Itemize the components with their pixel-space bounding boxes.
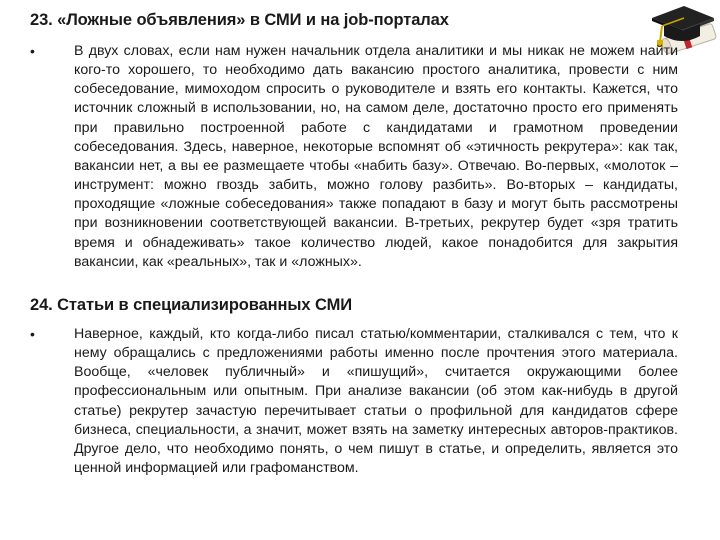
section-24-title: 24. Статьи в специализированных СМИ	[30, 296, 352, 314]
section-24-paragraph: Наверное, каждый, кто когда-либо писал статью/комментарии, сталкивался с тем, что к нему обращались с предложениями работы именно после прочтения этого материала. Вообще, «человек публичный» и «пишущий», считается окружающими более профессиональным или опытным. При анализе вакансии (об этом как-нибудь в другой статье) рекрутер зачастую перечитывает статьи о профильной для кандидатов сфере бизнеса, специальности, а значит, может взять на заметку интересных авторов-практиков. Другое дело, что необходимо понять, о чем пишут в статье, и определить, является это ценной информацией или графоманством.	[74, 326, 678, 477]
bullet-marker: •	[30, 43, 35, 59]
bullet-marker: •	[30, 326, 35, 342]
section-23-title: 23. «Ложные объявления» в СМИ и на job-порталах	[30, 11, 449, 29]
section-23-paragraph: В двух словах, если нам нужен начальник отдела аналитики и мы никак не можем найти кого-то хорошего, то необходимо дать вакансию простого аналитика, провести с ним собеседование, мимоходом спросить о руководителе и взять его контакты. Кажется, что источник сложный в использовании, но, на самом деле, достаточно просто его применять при правильно построенной работе с кандидатами и грамотном проведении собеседования. Здесь, наверное, некоторые вспомнят об «этичность рекрутера»: как так, вакансии нет, а вы ее размещаете чтобы «набить базу». Отвечаю. Во-первых, «молоток – инструмент: можно гвоздь забить, можно голову разбить». Во-вторых – кандидаты, проходящие «ложные собеседования» также попадают в базу и могут быть рассмотрены при возникновении соответствующей вакансии. В-третьих, рекрутер будет «зря тратить время и обнадеживать» такое количество людей, какое понадобится для закрытия вакансии, как «реальных», так и «ложных».	[74, 43, 678, 270]
